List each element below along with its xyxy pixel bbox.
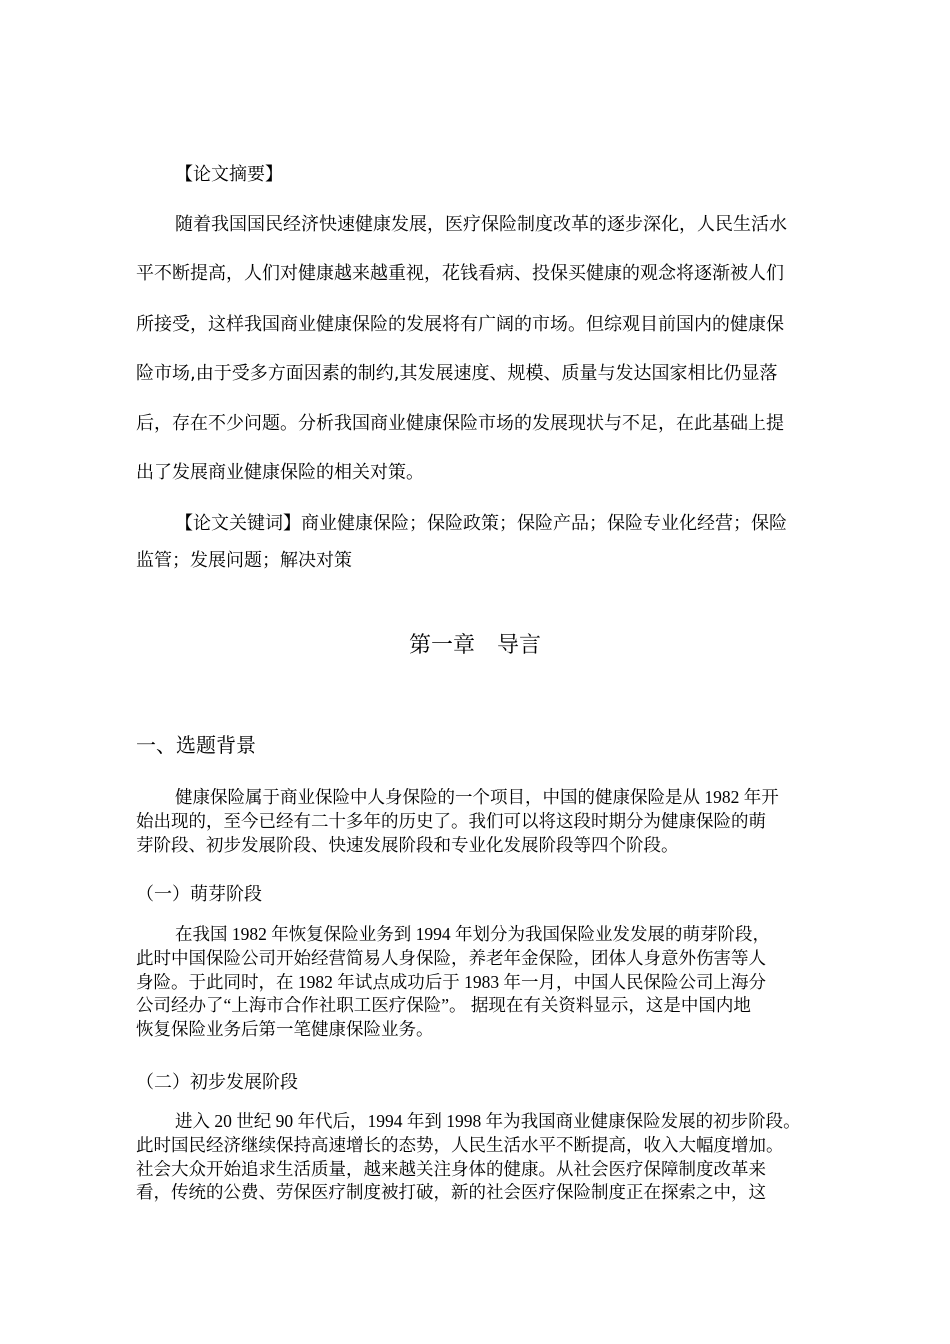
- paragraph-line: 始出现的，至今已经有二十多年的历史了。我们可以将这段时期分为健康保险的萌: [136, 810, 766, 831]
- subsection-title: （一）萌芽阶段: [136, 884, 262, 905]
- abstract-heading: 【论文摘要】: [175, 164, 283, 185]
- keywords-text: 商业健康保险；保险政策；保险产品；保险专业化经营；保险: [301, 513, 787, 533]
- abstract-segment: 所接受，这样我国商业健康保险的发展将有广阔的市场。: [136, 314, 586, 334]
- abstract-segment: 医疗保险制度改革的逐步深化，: [445, 214, 697, 234]
- paragraph-line: 健康保险属于商业保险中人身保险的一个项目，中国的健康保险是从 1982 年开: [175, 787, 779, 807]
- abstract-line: [175, 210, 787, 236]
- abstract-line: [136, 458, 424, 484]
- paragraph-line: 公司经办了“上海市合作社职工医疗保险”。 据现在有关资料显示，这是中国内地: [136, 995, 751, 1016]
- paragraph-line: 此时国民经济继续保持高速增长的态势，人民生活水平不断提高，收入大幅度增加。: [136, 1134, 784, 1155]
- subsection-paragraph: [136, 923, 770, 1042]
- paragraph-line: 此时中国保险公司开始经营简易人身保险，养老年金保险，团体人身意外伤害等人: [136, 947, 766, 968]
- abstract-segment: 后，存在不少问题。分析我国商业健康保险市场的发展现状与不足，在此基础上提: [136, 413, 784, 434]
- abstract-segment: 花钱看病、投保买健康的观念将逐渐被人们: [442, 263, 784, 283]
- section-paragraph: [136, 786, 779, 857]
- abstract-segment: 随着我国国民经济快速健康发展，: [175, 214, 445, 235]
- keywords-line: [175, 509, 787, 535]
- paragraph-line: 芽阶段、初步发展阶段、快速发展阶段和专业化发展阶段等四个阶段。: [136, 834, 679, 855]
- paragraph-line: 社会大众开始追求生活质量，越来越关注身体的健康。从社会医疗保障制度改革来: [136, 1158, 766, 1179]
- subsection-title: （二）初步发展阶段: [136, 1072, 298, 1093]
- paragraph-line: 看，传统的公费、劳保医疗制度被打破，新的社会医疗保险制度正在探索之中，这: [136, 1182, 766, 1203]
- abstract-segment: 险市场,由于受多方面因素的制约,其发展速度、规模、质量与发达国家相比仍显落: [136, 363, 778, 384]
- keywords-label: 【论文关键词】: [175, 513, 301, 534]
- keywords-line: [136, 546, 352, 572]
- paragraph-line: 进入 20 世纪 90 年代后，1994 年到 1998 年为我国商业健康保险发展的初步阶段。: [175, 1111, 801, 1131]
- section-title: 一、选题背景: [136, 733, 256, 757]
- abstract-segment: 人民生活水: [697, 214, 787, 235]
- abstract-line: [136, 310, 784, 336]
- paragraph-line: 恢复保险业务后第一笔健康保险业务。: [136, 1019, 434, 1040]
- paragraph-line: 在我国 1982 年恢复保险业务到 1994 年划分为我国保险业发发展的萌芽阶段，: [175, 924, 770, 944]
- abstract-line: [136, 359, 777, 385]
- abstract-line: [136, 409, 784, 435]
- paragraph-line: 身险。于此同时，在 1982 年试点成功后于 1983 年一月，中国人民保险公司上海分: [136, 971, 766, 992]
- subsection-paragraph: [136, 1110, 801, 1205]
- abstract-line: [136, 259, 784, 285]
- abstract-segment: 平不断提高，人们对健康越来越重视，: [136, 263, 442, 284]
- abstract-segment: 出了发展商业健康保险的相关对策。: [136, 462, 424, 483]
- abstract-segment: 但综观目前国内的健康保: [586, 314, 784, 335]
- keywords-text: 监管；发展问题；解决对策: [136, 550, 352, 570]
- chapter-title: 第一章 导言: [408, 633, 541, 658]
